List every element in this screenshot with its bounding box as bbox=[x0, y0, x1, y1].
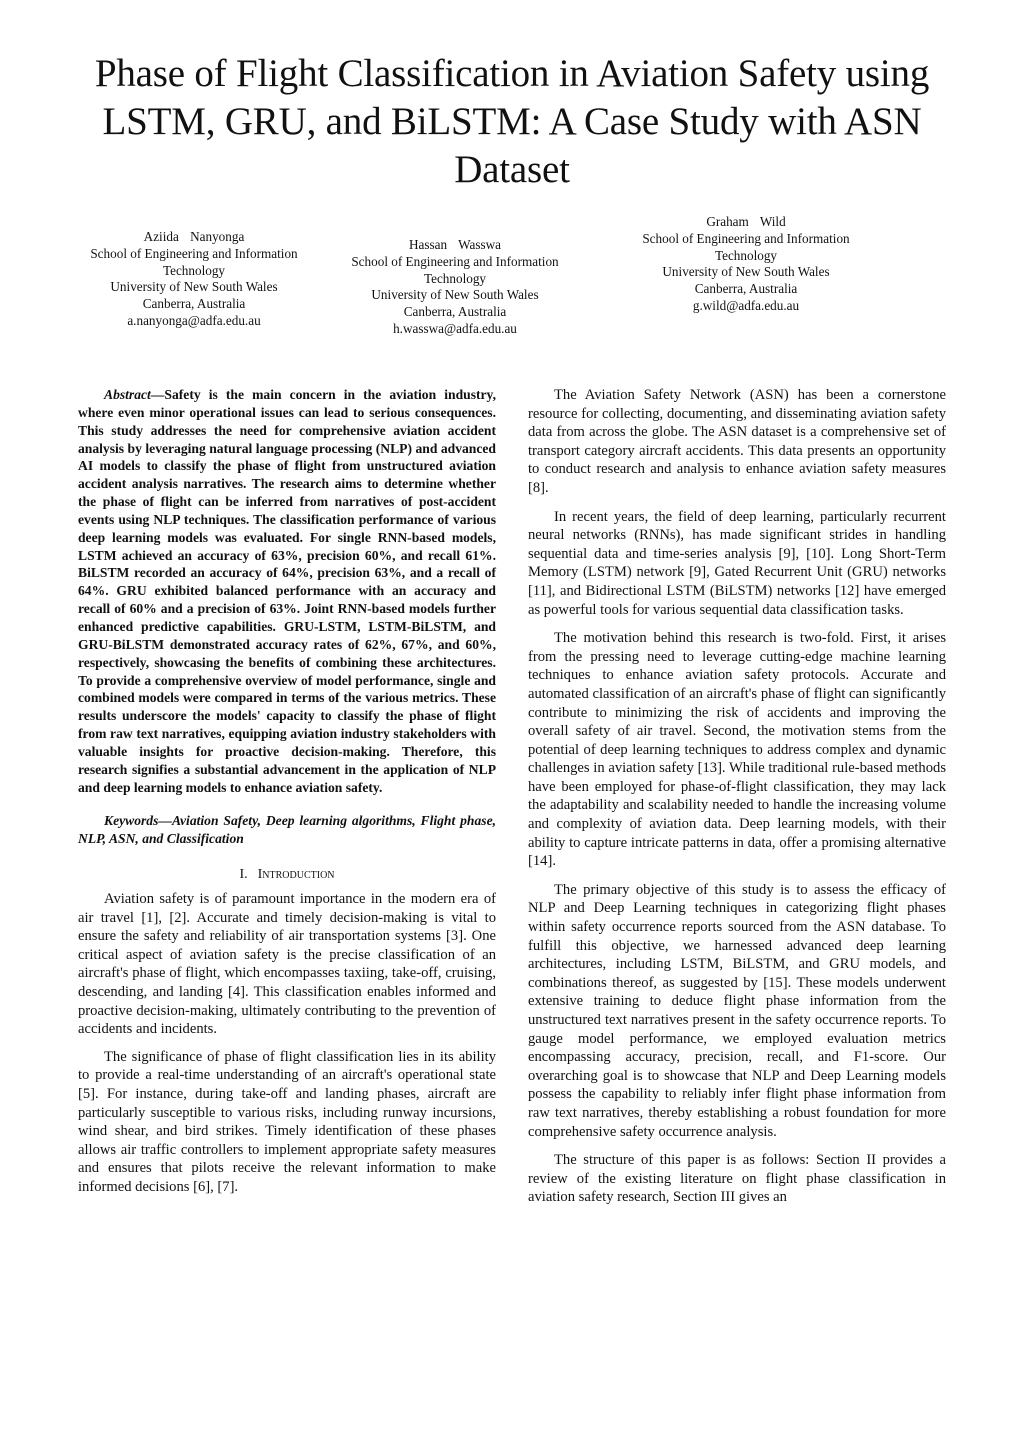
author-name: Graham Wild bbox=[706, 214, 786, 229]
body-paragraph: The Aviation Safety Network (ASN) has been a cornerstone resource for collecting, documenting, and disseminating aviation safety data from across the globe. The ASN dataset is a comprehensive set of transport category aircraft accidents. This data presents an opportunity to conduct research and analysis to enhance aviation safety measures [8]. bbox=[528, 387, 946, 496]
section-number: I. bbox=[239, 867, 248, 883]
keywords-label: Keywords— bbox=[104, 813, 172, 829]
section-heading-introduction bbox=[78, 866, 496, 884]
abstract-label: Abstract— bbox=[104, 387, 165, 402]
section-title: Introduction bbox=[257, 867, 335, 883]
author-affiliation: School of Engineering and Information bbox=[351, 253, 559, 269]
author-block-3 bbox=[621, 214, 871, 315]
author-location: Canberra, Australia bbox=[694, 281, 798, 297]
author-name: Aziida Nanyonga bbox=[143, 229, 245, 244]
keywords bbox=[78, 812, 496, 848]
abstract bbox=[78, 386, 496, 796]
right-column bbox=[528, 386, 946, 1207]
abstract-text: Safety is the main concern in the aviation industry, where even minor operational issues can lead to serious consequences. This study addresses the need for comprehensive aviation accident analysis by leveraging natural language processing (NLP) and advanced AI models to classify the phase of flight from unstructured aviation accident analysis narratives. The research aims to determine whether the phase of flight can be inferred from narratives of post-accident events using NLP techniques. The classification performance of various deep learning models was evaluated. For single RNN-based models, LSTM achieved an accuracy of 63%, precision 60%, and recall 61%. BiLSTM recorded an accuracy of 64%, precision 63%, and a recall of 64%. GRU exhibited balanced performance with an accuracy and recall of 60% and a precision of 63%. Joint RNN-based models further enhanced predictive capabilities. GRU-LSTM, LSTM-BiLSTM, and GRU-BiLSTM demonstrated accuracy rates of 62%, 67%, and 60%, respectively, showcasing the benefits of combining these architectures. To provide a comprehensive overview of model performance, single and combined models were compared in terms of the various metrics. These results underscore the models' capacity to classify the phase of flight from raw text narratives, equipping aviation industry stakeholders with valuable insights for proactive decision-making. Therefore, this research signifies a substantial advancement in the application of NLP and deep learning models to enhance aviation safety. bbox=[78, 387, 496, 795]
author-affiliation-cont: Technology bbox=[423, 270, 487, 286]
author-affiliation: School of Engineering and Information bbox=[90, 245, 298, 261]
body-paragraph: Aviation safety is of paramount importance in the modern era of air travel [1], [2]. Accurate and timely decision-making is vital to ensure the safety and reliability of air transportation systems [3]. One critical aspect of aviation safety is the precise classification of an aircraft's phase of flight, which encompasses taxiing, take-off, cruising, descending, and landing [4]. This classification enables informed and proactive decision-making, ultimately contributing to the prevention of accidents and incidents. bbox=[78, 891, 496, 1038]
author-university: University of New South Wales bbox=[371, 287, 539, 303]
author-email: g.wild@adfa.edu.au bbox=[692, 297, 800, 313]
body-paragraph: The structure of this paper is as follows: Section II provides a review of the existing literature on flight phase classification in aviation safety research, Section III gives an bbox=[528, 1152, 946, 1206]
body-paragraph: In recent years, the field of deep learning, particularly recurrent neural networks (RNNs), has made significant strides in handling sequential data and time-series analysis [9], [10]. Long Short-Term Memory (LSTM) network [9], Gated Recurrent Unit (GRU) networks [11], and Bidirectional LSTM (BiLSTM) networks [12] have emerged as powerful tools for various sequential data classification tasks. bbox=[528, 508, 946, 618]
author-location: Canberra, Australia bbox=[142, 296, 246, 312]
author-university: University of New South Wales bbox=[662, 264, 830, 280]
author-affiliation-cont: Technology bbox=[162, 262, 226, 278]
author-affiliation-cont: Technology bbox=[714, 247, 778, 263]
author-email: a.nanyonga@adfa.edu.au bbox=[127, 312, 261, 328]
body-paragraph: The primary objective of this study is to assess the efficacy of NLP and Deep Learning techniques in categorizing flight phases within safety occurrence reports sourced from the ASN database. To fulfill this objective, we harnessed advanced deep learning architectures, including LSTM, BiLSTM, and GRU models, and combinations thereof, as suggested by [15]. These models underwent extensive training to deduce flight phase information from the unstructured text narratives present in the safety occurrence reports. To gauge model performance, we employed evaluation metrics encompassing accuracy, precision, recall, and F1-score. Our overarching goal is to showcase that NLP and Deep Learning models possess the capability to reliably infer flight phase information from raw text narratives, thereby establishing a robust foundation for more comprehensive safety occurrence analysis. bbox=[528, 881, 946, 1140]
author-email: h.wasswa@adfa.edu.au bbox=[393, 320, 517, 336]
body-paragraph: The significance of phase of flight classification lies in its ability to provide a real-time understanding of an aircraft's operational state [5]. For instance, during take-off and landing phases, aircraft are particularly susceptible to various risks, including runway incursions, wind shear, and bird strikes. Timely identification of these phases allows air traffic controllers to implement appropriate safety measures and ensures that pilots receive the relevant information to make informed decisions [6], [7]. bbox=[78, 1048, 496, 1195]
author-location: Canberra, Australia bbox=[403, 304, 507, 320]
keywords-text: Aviation Safety, Deep learning algorithms, Flight phase, NLP, ASN, and Classification bbox=[78, 813, 496, 847]
author-block-2 bbox=[330, 237, 580, 338]
author-university: University of New South Wales bbox=[110, 279, 278, 295]
author-affiliation: School of Engineering and Information bbox=[642, 230, 850, 246]
left-column bbox=[78, 386, 496, 1197]
author-name: Hassan Wasswa bbox=[408, 237, 502, 252]
body-paragraph: The motivation behind this research is two-fold. First, it arises from the pressing need to leverage cutting-edge machine learning techniques to enhance aviation safety protocols. Accurate and automated classification of an aircraft's phase of flight can significantly contribute to minimizing the risk of accidents and improving the overall safety of air travel. Second, the motivation stems from the potential of deep learning techniques to address complex and dynamic challenges in aviation safety [13]. While traditional rule-based methods have been employed for phase-of-flight classification, they may lack the adaptability and scalability needed to handle the increasing volume and complexity of aviation data. Deep learning models, with their ability to capture intricate patterns in data, offer a promising alternative [14]. bbox=[528, 630, 946, 870]
paper-title: Phase of Flight Classification in Aviation Safety using LSTM, GRU, and BiLSTM: A Case Study with ASN Dataset bbox=[94, 52, 930, 191]
author-block-1 bbox=[69, 229, 319, 330]
